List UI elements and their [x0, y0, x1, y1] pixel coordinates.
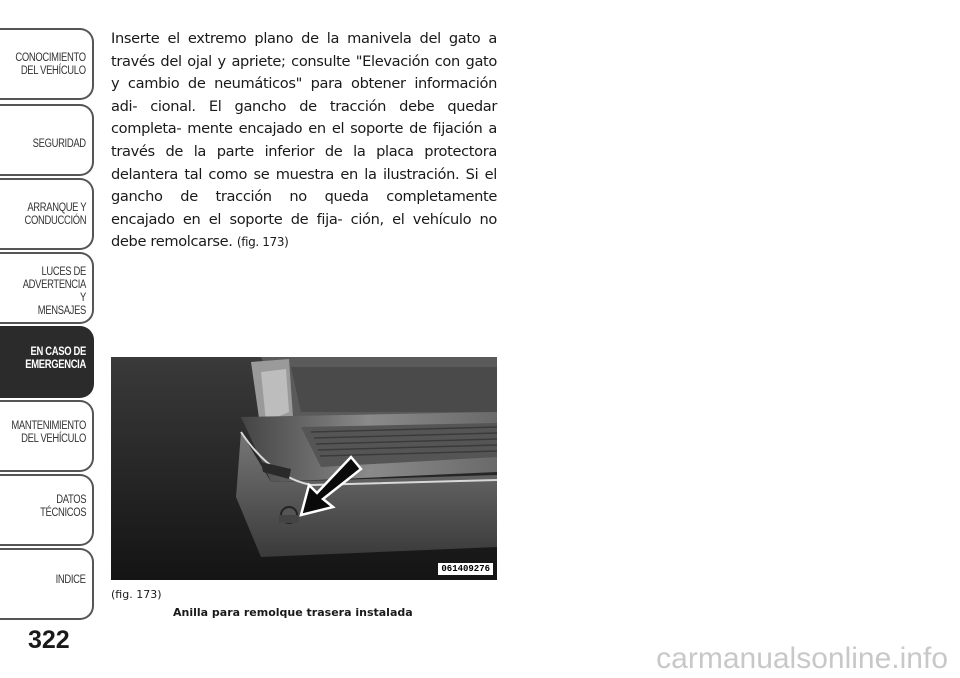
figure-tow-hook-image [111, 357, 497, 580]
tab-mantenimiento-del-vehiculo[interactable] [0, 400, 94, 472]
watermark: carmanualsonline.info [656, 642, 948, 675]
figure-caption: Anilla para remolque trasera instalada [173, 606, 413, 619]
tab-conocimiento-del-vehiculo[interactable] [0, 28, 94, 100]
tab-datos-tecnicos[interactable] [0, 474, 94, 546]
tab-label: CONOCIMIENTO DEL VEHÍCULO [15, 52, 86, 77]
tab-label: MANTENIMIENTO DEL VEHÍCULO [11, 420, 86, 445]
tab-indice[interactable] [0, 548, 94, 620]
section-tabs [0, 0, 98, 640]
tab-label: ARRANQUE Y CONDUCCIÓN [24, 202, 86, 227]
figure-label: (fig. 173) [111, 588, 162, 601]
paragraph-text: Inserte el extremo plano de la manivela del gato a través del ojal y apriete; consulte "Elevación con gato y cambio de neumáticos" para obtener información adi- cional. El gancho de tracción debe quedar completa- mente encajado en el soporte de fijación a través de la parte inferior de la placa protectora delantera tal como se muestra en la ilustración. Si el gancho de tracción no queda completamente encajado en el soporte de fija- ción, el vehículo no debe remolcarse. [111, 30, 497, 251]
tab-en-caso-de-emergencia[interactable] [0, 326, 94, 398]
figure-code: 061409276 [438, 563, 493, 575]
tab-label: DATOS TÉCNICOS [39, 494, 86, 519]
tab-label: INDICE [56, 574, 86, 586]
tab-arranque-y-conduccion[interactable] [0, 178, 94, 250]
tab-seguridad[interactable] [0, 104, 94, 176]
figure-reference[interactable]: (fig. 173) [236, 235, 289, 250]
tab-luces-de-advertencia[interactable] [0, 252, 94, 324]
tab-label: EN CASO DE EMERGENCIA [25, 346, 86, 371]
tow-hook-illustration [111, 357, 497, 580]
body-paragraph [111, 28, 497, 254]
tab-label: LUCES DE ADVERTENCIA Y MENSAJES [22, 266, 86, 317]
tab-label: SEGURIDAD [32, 138, 86, 150]
page-number: 322 [28, 626, 70, 654]
